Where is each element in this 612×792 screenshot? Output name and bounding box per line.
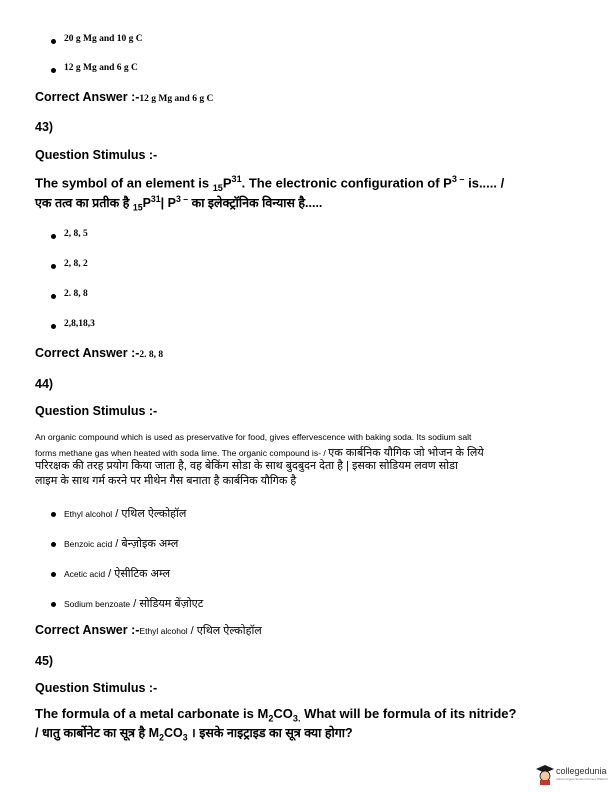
question-stem-hi: / धातु कार्बोनेट का सूत्र है $M_2CO_3$ । इसके नाइट्राइड का सूत्र क्या होगा? bbox=[35, 726, 353, 743]
bullet-icon bbox=[51, 39, 56, 44]
correct-answer-value: 12 g Mg and 6 g C bbox=[139, 94, 214, 104]
question-stem-en: The formula of a metal carbonate is $M_2CO_{3.}$ What will be formula of its nitride? bbox=[35, 706, 517, 724]
bullet-icon bbox=[51, 68, 56, 73]
question-paragraph-line: लाइम के साथ गर्म करने पर मीथेन गैस बनाता है कार्बनिक यौगिक है bbox=[35, 475, 297, 487]
question-number: 44) bbox=[35, 377, 54, 391]
bullet-icon bbox=[51, 234, 56, 239]
correct-answer-label: Correct Answer :- bbox=[35, 346, 140, 360]
question-paragraph-line: forms methane gas when heated with soda lime. The organic compound is- / एक कार्बनिक यौगिक जो भोजन के लिये bbox=[35, 447, 484, 459]
correct-answer-value: Ethyl alcohol bbox=[139, 626, 188, 636]
question-stem-en: The symbol of an element is $_{15}P^{31}$. The electronic configuration of $P^{3 -}$ is..... / bbox=[35, 174, 505, 193]
bullet-icon bbox=[51, 572, 56, 577]
option-text: Acetic acid / ऐसीटिक अम्ल bbox=[64, 568, 171, 580]
question-stem-hi: एक तत्व का प्रतीक है $_{15}P^{31}|$ $P^{3 -}$ का इलेक्ट्रॉनिक विन्यास है..... bbox=[35, 194, 323, 213]
bullet-icon bbox=[51, 602, 56, 607]
brand-tagline: India's largest Student Review Platform bbox=[556, 777, 609, 781]
option-text: Ethyl alcohol / एथिल ऐल्कोहॉल bbox=[64, 508, 187, 520]
option-text: 2, 8, 5 bbox=[64, 229, 88, 239]
question-paragraph-line: परिरक्षक की तरह प्रयोग किया जाता है, वह बेकिंग सोडा के साथ बुदबुदन देता है | इसका सोडियम लवण सोडा bbox=[35, 460, 458, 472]
correct-answer-label: Correct Answer :- bbox=[35, 623, 140, 637]
bullet-icon bbox=[51, 324, 56, 329]
option-text: Benzoic acid / बेन्ज़ोइक अम्ल bbox=[64, 538, 179, 550]
correct-answer bbox=[35, 90, 213, 104]
graduate-mascot-icon bbox=[536, 765, 554, 785]
bullet-icon bbox=[51, 512, 56, 517]
bullet-icon bbox=[51, 264, 56, 269]
question-stimulus-label: Question Stimulus :- bbox=[35, 148, 158, 162]
collegedunia-logo bbox=[536, 764, 610, 786]
question-number: 45) bbox=[35, 654, 54, 668]
brand-name: collegedunia bbox=[556, 766, 607, 776]
bullet-icon bbox=[51, 294, 56, 299]
option-text: 2,8,18,3 bbox=[64, 319, 95, 329]
question-number: 43) bbox=[35, 120, 54, 134]
option-text: 12 g Mg and 6 g C bbox=[64, 63, 138, 73]
bullet-icon bbox=[51, 542, 56, 547]
correct-answer bbox=[35, 346, 163, 360]
correct-answer-value: 2. 8, 8 bbox=[139, 350, 164, 360]
correct-answer: Correct Answer :-Ethyl alcohol / एथिल ऐल्कोहॉल bbox=[35, 623, 262, 637]
option-text: 2. 8, 8 bbox=[64, 289, 88, 299]
question-stimulus-label: Question Stimulus :- bbox=[35, 404, 158, 418]
option-text: Sodium benzoate / सोडियम बेंज़ोएट bbox=[64, 598, 204, 610]
question-stimulus-label: Question Stimulus :- bbox=[35, 681, 158, 695]
option-text: 20 g Mg and 10 g C bbox=[64, 34, 143, 44]
option-text: 2, 8, 2 bbox=[64, 259, 88, 269]
question-paragraph-line: An organic compound which is used as preservative for food, gives effervescence with baking soda. Its sodium salt bbox=[35, 432, 472, 442]
correct-answer-label: Correct Answer :- bbox=[35, 90, 140, 104]
